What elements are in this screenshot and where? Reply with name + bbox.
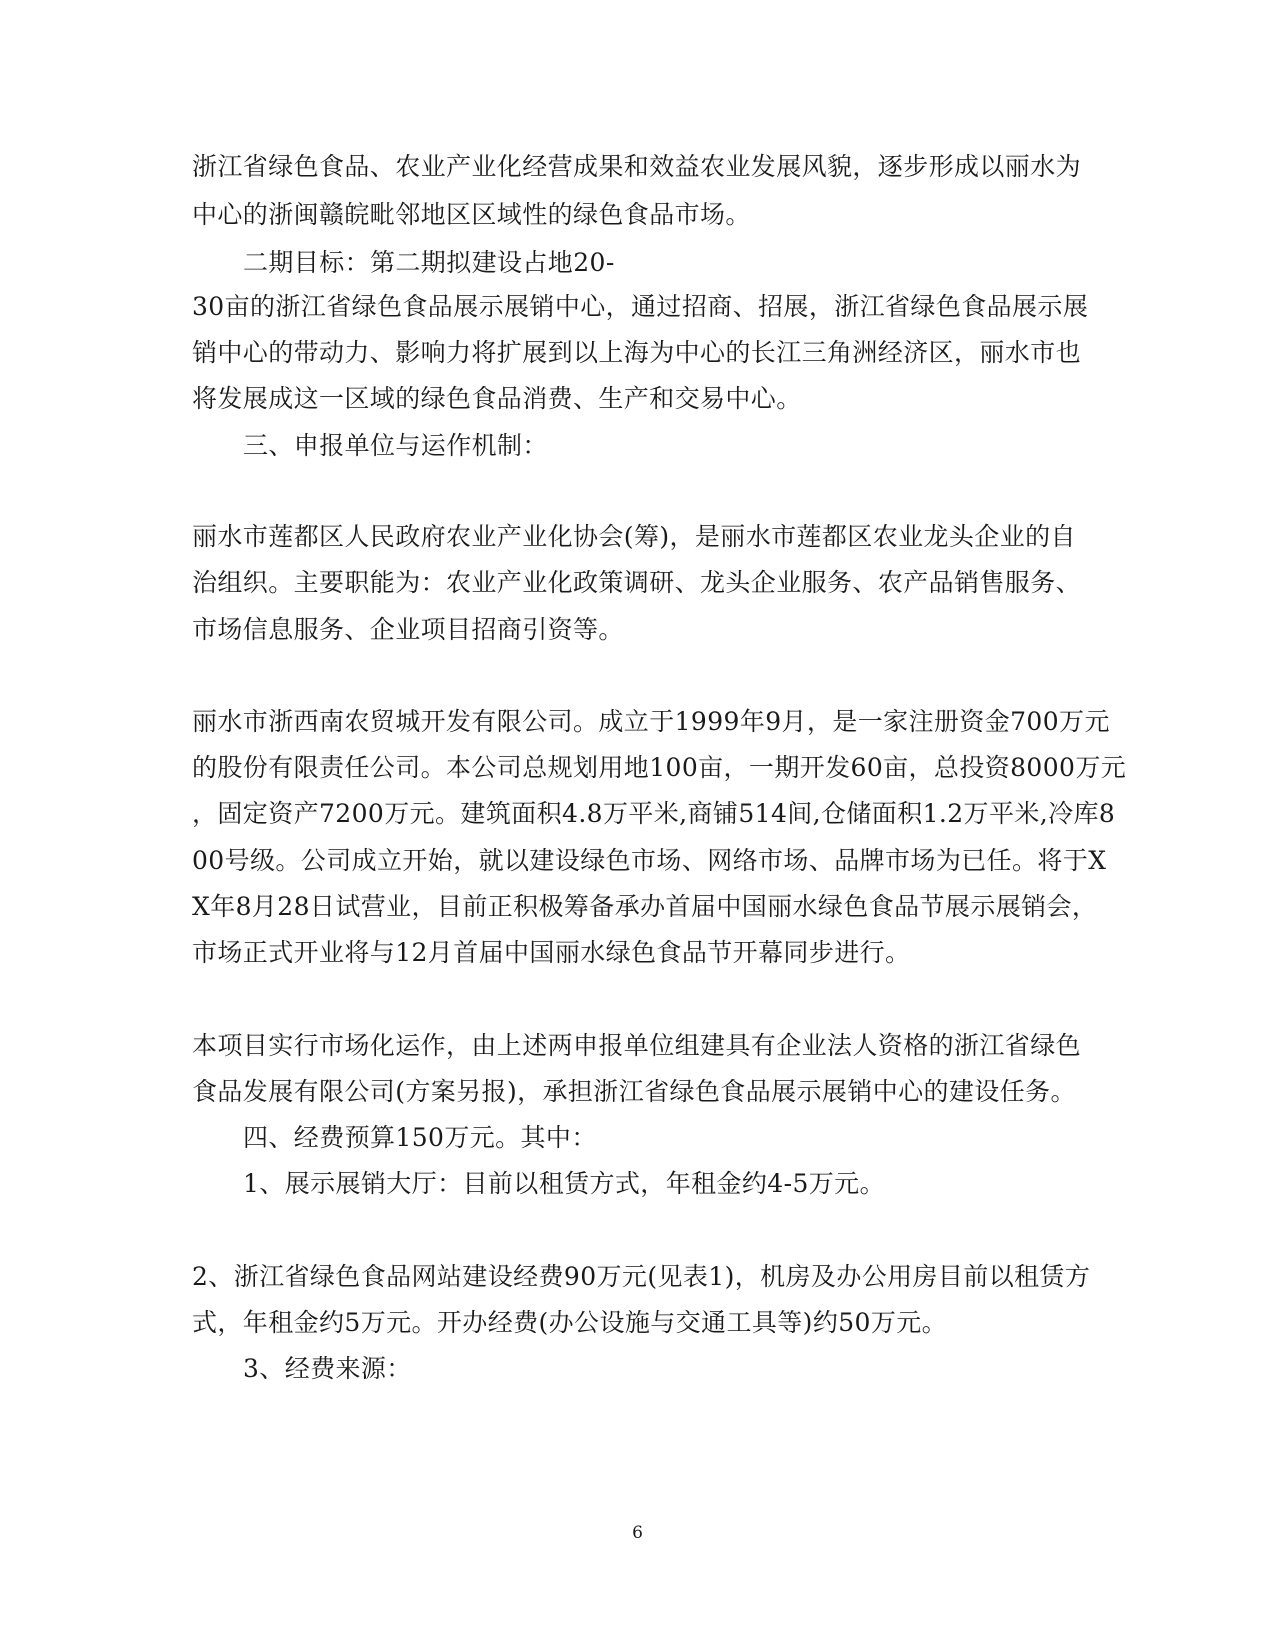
body-text-line: 浙江省绿色食品、农业产业化经营成果和效益农业发展风貌，逐步形成以丽水为: [192, 152, 1082, 181]
body-text-line: 食品发展有限公司(方案另报)，承担浙江省绿色食品展示展销中心的建设任务。: [192, 1077, 1076, 1106]
body-text-line: 市场信息服务、企业项目招商引资等。: [192, 615, 624, 644]
body-text-line: 30亩的浙江省绿色食品展示展销中心，通过招商、招展，浙江省绿色食品展示展: [192, 292, 1089, 321]
body-text-line: ，固定资产7200万元。建筑面积4.8万平米,商铺514间,仓储面积1.2万平米,冷库8: [192, 799, 1116, 828]
body-text-line: 中心的浙闽赣皖毗邻地区区域性的绿色食品市场。: [192, 200, 751, 229]
list-item: 1、展示展销大厅：目前以租赁方式，年租金约4-5万元。: [243, 1169, 885, 1198]
body-text-line: 的股份有限责任公司。本公司总规划用地100亩，一期开发60亩，总投资8000万元: [192, 753, 1127, 782]
body-text-line: 销中心的带动力、影响力将扩展到以上海为中心的长江三角洲经济区，丽水市也: [192, 338, 1082, 367]
body-text-line: 丽水市浙西南农贸城开发有限公司。成立于1999年9月，是一家注册资金700万元: [192, 707, 1110, 736]
body-text-line: 00号级。公司成立开始，就以建设绿色市场、网络市场、品牌市场为已任。将于X: [192, 846, 1107, 875]
body-text-line: 将发展成这一区域的绿色食品消费、生产和交易中心。: [192, 384, 802, 413]
list-item: 3、经费来源：: [243, 1354, 412, 1383]
page-number: 6: [632, 1523, 643, 1543]
body-text-line: 二期目标：第二期拟建设占地20-: [243, 248, 615, 277]
body-text-line: 丽水市莲都区人民政府农业产业化协会(筹)，是丽水市莲都区农业龙头企业的自: [192, 522, 1076, 551]
body-text-line: 式，年租金约5万元。开办经费(办公设施与交通工具等)约50万元。: [192, 1308, 948, 1337]
section-heading: 三、申报单位与运作机制：: [243, 431, 548, 460]
list-item: 2、浙江省绿色食品网站建设经费90万元(见表1)，机房及办公用房目前以租赁方: [192, 1262, 1091, 1291]
body-text-line: 本项目实行市场化运作，由上述两申报单位组建具有企业法人资格的浙江省绿色: [192, 1031, 1082, 1060]
body-text-line: 市场正式开业将与12月首届中国丽水绿色食品节开幕同步进行。: [192, 938, 911, 967]
section-heading: 四、经费预算150万元。其中：: [243, 1123, 597, 1152]
body-text-line: X年8月28日试营业，目前正积极筹备承办首届中国丽水绿色食品节展示展销会，: [192, 892, 1098, 921]
body-text-line: 治组织。主要职能为：农业产业化政策调研、龙头企业服务、农产品销售服务、: [192, 568, 1082, 597]
